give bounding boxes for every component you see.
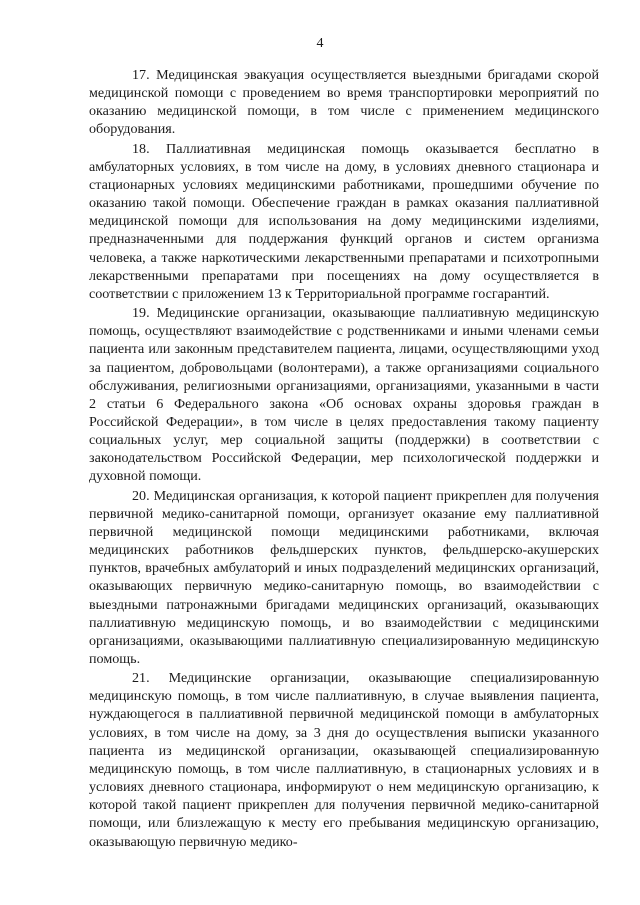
paragraph-21-specialized-care-organizations: 21. Медицинские организации, оказывающие специализированную медицинскую помощь, в том числе паллиативную, в случае выявления пациента, нуждающегося в паллиативной первичной медицинской помощи в амбулаторных условиях, в том числе на дому, за 3 дня до осуществления выписки указанного пациента из медицинской организации, оказывающей специализированную медицинскую помощь, в том числе паллиативную, в стационарных условиях и в условиях дневного стационара, информируют о нем медицинскую организацию, к которой такой пациент прикреплен для получения первичной медико-санитарной помощи, или близлежащую к месту его пребывания медицинскую организацию, оказывающую первичную медико-	[89, 670, 599, 850]
document-body	[89, 66, 599, 852]
page-number: 4	[316, 36, 324, 51]
paragraph-19-organizations-interaction: 19. Медицинские организации, оказывающие паллиативную медицинскую помощь, осуществляют взаимодействие с родственниками и иными членами семьи пациента или законным представителем пациента, лицами, осуществляющими уход за пациентом, добровольцами (волонтерами), а также организациями социального обслуживания, религиозными организациями, организациями, указанными в части 2 статьи 6 Федерального закона «Об основах охраны здоровья граждан в Российской Федерации», в том числе в целях предоставления такому пациенту социальных услуг, мер социальной защиты (поддержки) в соответствии с законодательством Российской Федерации, мер психологической поддержки и духовной помощи.	[89, 305, 599, 485]
paragraph-17-medical-evacuation: 17. Медицинская эвакуация осуществляется выездными бригадами скорой медицинской помощи с проведением во время транспортировки мероприятий по оказанию медицинской помощи, в том числе с применением медицинского оборудования.	[89, 67, 599, 138]
paragraph-18-palliative-care: 18. Паллиативная медицинская помощь оказывается бесплатно в амбулаторных условиях, в том числе на дому, в условиях дневного стационара и стационарных условиях медицинскими работниками, прошедшими обучение по оказанию такой помощи. Обеспечение граждан в рамках оказания паллиативной медицинской помощи для использования на дому медицинскими изделиями, предназначенными для поддержания функций органов и систем организма человека, а также наркотическими лекарственными препаратами и психотропными лекарственными препаратами при посещениях на дому осуществляется в соответствии с приложением 13 к Территориальной программе госгарантий.	[89, 140, 599, 302]
paragraph-20-primary-care-organization: 20. Медицинская организация, к которой пациент прикреплен для получения первичной медико-санитарной помощи, организует оказание ему паллиативной первичной медицинской помощи медицинскими работниками, включая медицинских работников фельдшерских пунктов, фельдшерско-акушерских пунктов, врачебных амбулаторий и иных подразделений медицинских организаций, оказывающих первичную медико-санитарную помощь, во взаимодействии с выездными патронажными бригадами медицинских организаций, оказывающих паллиативную медицинскую помощь, и во взаимодействии с медицинскими организациями, оказывающими паллиативную специализированную медицинскую помощь.	[89, 487, 599, 667]
